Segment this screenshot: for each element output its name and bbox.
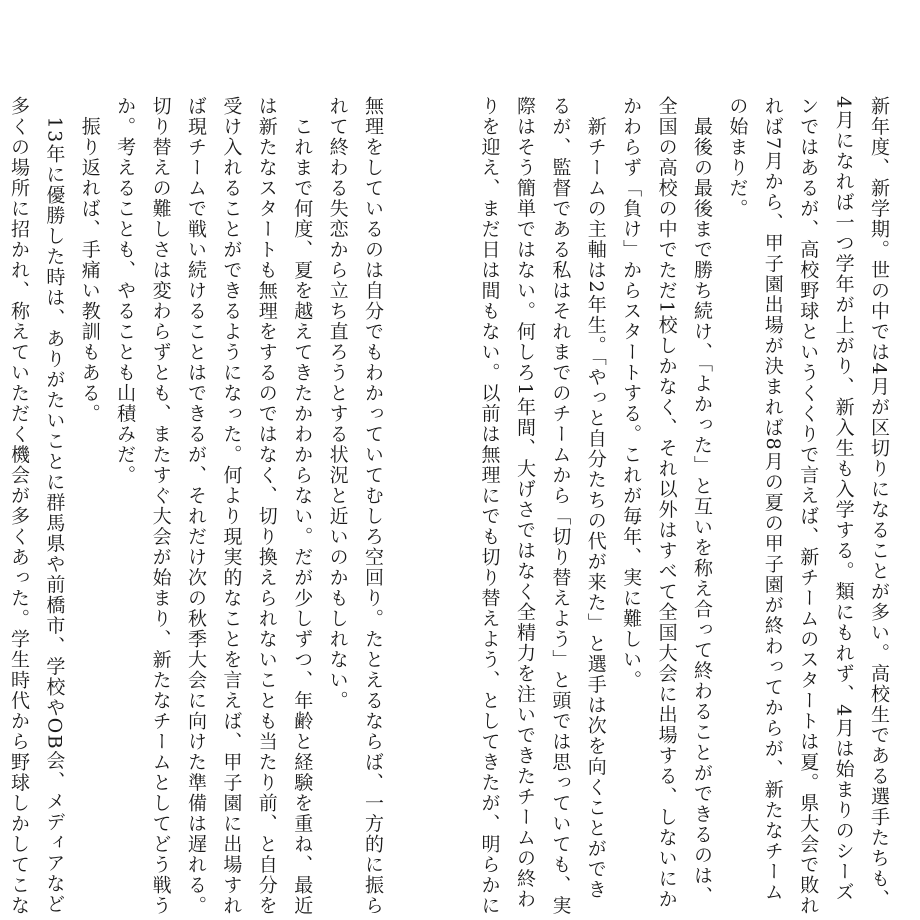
text-line — [0, 96, 1, 836]
text-line: れば7月から、甲子園出場が決まれば8月の夏の甲子園が終わってからが、新たなチーム — [761, 96, 784, 903]
left-page-text — [7, 96, 390, 916]
text-line: れて終わる失恋から立ち直ろうとする状況と近いのかもしれない。 — [326, 96, 349, 711]
text-line: 振り返れば、手痛い教訓もある。 — [78, 96, 101, 424]
text-line: 全国の高校の中でただ1校しかなく、それ以外はすべて全国大会に出場する、しないにか — [655, 96, 678, 910]
text-line: は新たなスタートも無理をするのではなく、切り換えられないことも当たり前、と自分を — [255, 96, 278, 916]
text-line: りを迎え、まだ日は間もない。以前は無理にでも切り替えよう、としてきたが、明らかに — [478, 96, 501, 916]
text-line: 際はそう簡単ではない。何しろ1年間、大げさではなく全精力を注いできたチームの終わ — [513, 96, 536, 910]
text-line: かわらず「負け」からスタートする。これが毎年、実に難しい。 — [620, 96, 643, 691]
text-line: 新チームの主軸は2年生。「やっと自分たちの代が来た」と選手は次を向くことができ — [584, 96, 607, 900]
text-line: 無理をしているのは自分でもわかっていてむしろ空回り。たとえるならば、一方的に振ら — [362, 96, 384, 916]
text-line: ンではあるが、高校野球というくくりで言えば、新チームのスタートは夏。県大会で敗れ — [797, 96, 820, 916]
text-line: ば現チームで戦い続けることはできるが、それだけ次の秋季大会に向けた準備は遅れる。 — [184, 96, 207, 916]
text-line: か。考えることも、やることも山積みだ。 — [114, 96, 137, 486]
text-line: 最後の最後まで勝ち続け、「よかった」と互いを称え合って終わることができるのは、 — [690, 96, 713, 907]
text-line: 受け入れることができるようになった。何より現実的なことを言えば、甲子園に出場すれ — [220, 96, 243, 916]
text-line: 13年に優勝した時は、ありがたいことに群馬県や前橋市、学校やOB会、メディアなど — [43, 96, 66, 915]
text-line: これまで何度、夏を越えてきたかわからない。だが少しずつ、年齢と経験を重ね、最近 — [291, 96, 314, 916]
text-line: 切り替えの難しさは変わらずとも、またすぐ大会が始まり、新たなチームとしてどう戦う — [149, 96, 172, 916]
right-page-text — [478, 96, 896, 916]
text-line: 多くの場所に招かれ、称えていただく機会が多くあった。学生時代から野球しかしてこな — [7, 96, 30, 916]
text-line: るが、監督である私はそれまでのチームから「切り替えよう」と頭では思っていても、実 — [549, 96, 572, 916]
text-line: の始まりだ。 — [726, 96, 749, 219]
text-line: 4月になれば一つ学年が上がり、新入生も入学する。類にもれず、4月は始まりのシーズ — [832, 96, 855, 903]
text-line: 新年度、新学期。世の中では4月が区切りになることが多い。高校生である選手たちも、 — [868, 96, 890, 910]
